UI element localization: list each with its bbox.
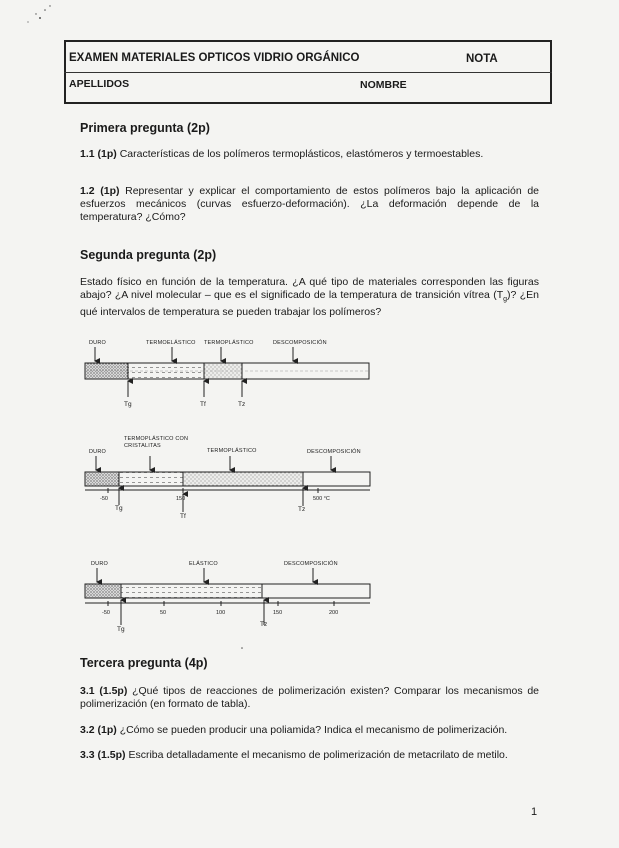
q2-text-b: )? ¿En qué intervalos de temperatura se pueden trabajar los polímeros? bbox=[80, 289, 539, 319]
q3-2-text: ¿Cómo se pueden producir una poliamida? Indica el mecanismo de polimerización. bbox=[119, 724, 508, 736]
q3-3 bbox=[80, 749, 540, 762]
q1-heading: Primera pregunta (2p) bbox=[80, 121, 210, 135]
d1-label-termoelastico: TERMOELÁSTICO bbox=[146, 340, 196, 346]
q3-1-number: 3.1 (1.5p) bbox=[80, 685, 128, 697]
q1-1-text: Características de los polímeros termoplásticos, elastómeros y termoestables. bbox=[119, 148, 484, 160]
d3-label-duro: DURO bbox=[91, 561, 108, 567]
d3-region-duro bbox=[85, 584, 121, 598]
d1-label-duro: DURO bbox=[89, 340, 106, 346]
exam-title: EXAMEN MATERIALES OPTICOS VIDRIO ORGÁNICO bbox=[69, 52, 360, 64]
page-number: 1 bbox=[531, 806, 538, 818]
d3-tick-150: 150 bbox=[273, 610, 283, 616]
diagram-1 bbox=[85, 347, 369, 397]
q1-2-number: 1.2 (1p) bbox=[80, 185, 120, 197]
d2-label-duro: DURO bbox=[89, 449, 106, 455]
d3-temp-tg: Tg bbox=[117, 626, 125, 633]
q3-1-text: ¿Qué tipos de reacciones de polimerización existen? Comparar los mecanismos de polimerización (en formato de tabla). bbox=[80, 685, 539, 710]
d2-region-termoplastico bbox=[183, 472, 303, 486]
d3-tick-neg50: -50 bbox=[102, 610, 110, 616]
d3-tick-200: 200 bbox=[329, 610, 339, 616]
d2-tick-500: 500 °C bbox=[313, 496, 330, 502]
d3-label-descomposicion: DESCOMPOSICIÓN bbox=[284, 561, 338, 567]
q3-2 bbox=[80, 724, 540, 737]
d2-temp-tg: Tg bbox=[115, 505, 123, 512]
d2-label-cristalitas: TERMOPLÁSTICO CON CRISTALITAS bbox=[124, 436, 189, 449]
d3-tick-100: 100 bbox=[216, 610, 226, 616]
diagram-3 bbox=[85, 568, 370, 625]
q2-text-sub: g bbox=[503, 296, 508, 304]
nombre-label: NOMBRE bbox=[360, 79, 407, 91]
d3-region-descomposicion bbox=[262, 584, 370, 598]
d3-tick-50: 50 bbox=[160, 610, 167, 616]
q3-1 bbox=[80, 685, 539, 711]
d2-temp-tz: Tz bbox=[298, 506, 306, 513]
d1-temp-tf: Tf bbox=[200, 401, 206, 408]
q1-1-number: 1.1 (1p) bbox=[80, 148, 117, 160]
d2-label-termoplastico: TERMOPLÁSTICO bbox=[207, 448, 257, 454]
d2-temp-tf: Tf bbox=[180, 513, 186, 520]
d3-temp-tz: Tz bbox=[260, 621, 268, 628]
d2-label-descomposicion: DESCOMPOSICIÓN bbox=[307, 449, 361, 455]
d1-label-termoplastico: TERMOPLÁSTICO bbox=[204, 340, 254, 346]
d2-tick-150: 150 bbox=[176, 496, 186, 502]
q3-heading: Tercera pregunta (4p) bbox=[80, 656, 208, 670]
q1-2-text: Representar y explicar el comportamiento de estos polímeros bajo la aplicación de esfuerzos mecánicos (curvas esfuerzo-deformación). ¿La deformación depende de la temperatura? ¿Cómo? bbox=[80, 185, 539, 223]
d3-label-elastico: ELÁSTICO bbox=[189, 561, 218, 567]
d1-temp-tg: Tg bbox=[124, 401, 132, 408]
q3-3-text: Escriba detalladamente el mecanismo de polimerización de metacrilato de metilo. bbox=[128, 749, 508, 761]
diagram-2 bbox=[85, 456, 370, 512]
d1-label-descomposicion: DESCOMPOSICIÓN bbox=[273, 340, 327, 346]
d3-region-elastico bbox=[121, 584, 262, 598]
apellidos-label: APELLIDOS bbox=[69, 78, 130, 90]
q3-3-number: 3.3 (1.5p) bbox=[80, 749, 126, 761]
d2-tick-neg50: -50 bbox=[100, 496, 108, 502]
d2-region-cristalitas bbox=[119, 472, 183, 486]
q3-2-number: 3.2 (1p) bbox=[80, 724, 117, 736]
q2-heading: Segunda pregunta (2p) bbox=[80, 248, 217, 262]
nota-label: NOTA bbox=[466, 53, 498, 65]
q2-text-a: Estado físico en función de la temperatura. ¿A qué tipo de materiales corresponden las figuras abajo? ¿A nivel molecular – que es el significado de la temperatura de transición vítrea (T bbox=[80, 276, 539, 301]
scan-specks bbox=[27, 5, 242, 649]
d2-region-duro bbox=[85, 472, 119, 486]
d2-region-descomposicion bbox=[303, 472, 370, 486]
d1-temp-tz: Tz bbox=[238, 401, 246, 408]
